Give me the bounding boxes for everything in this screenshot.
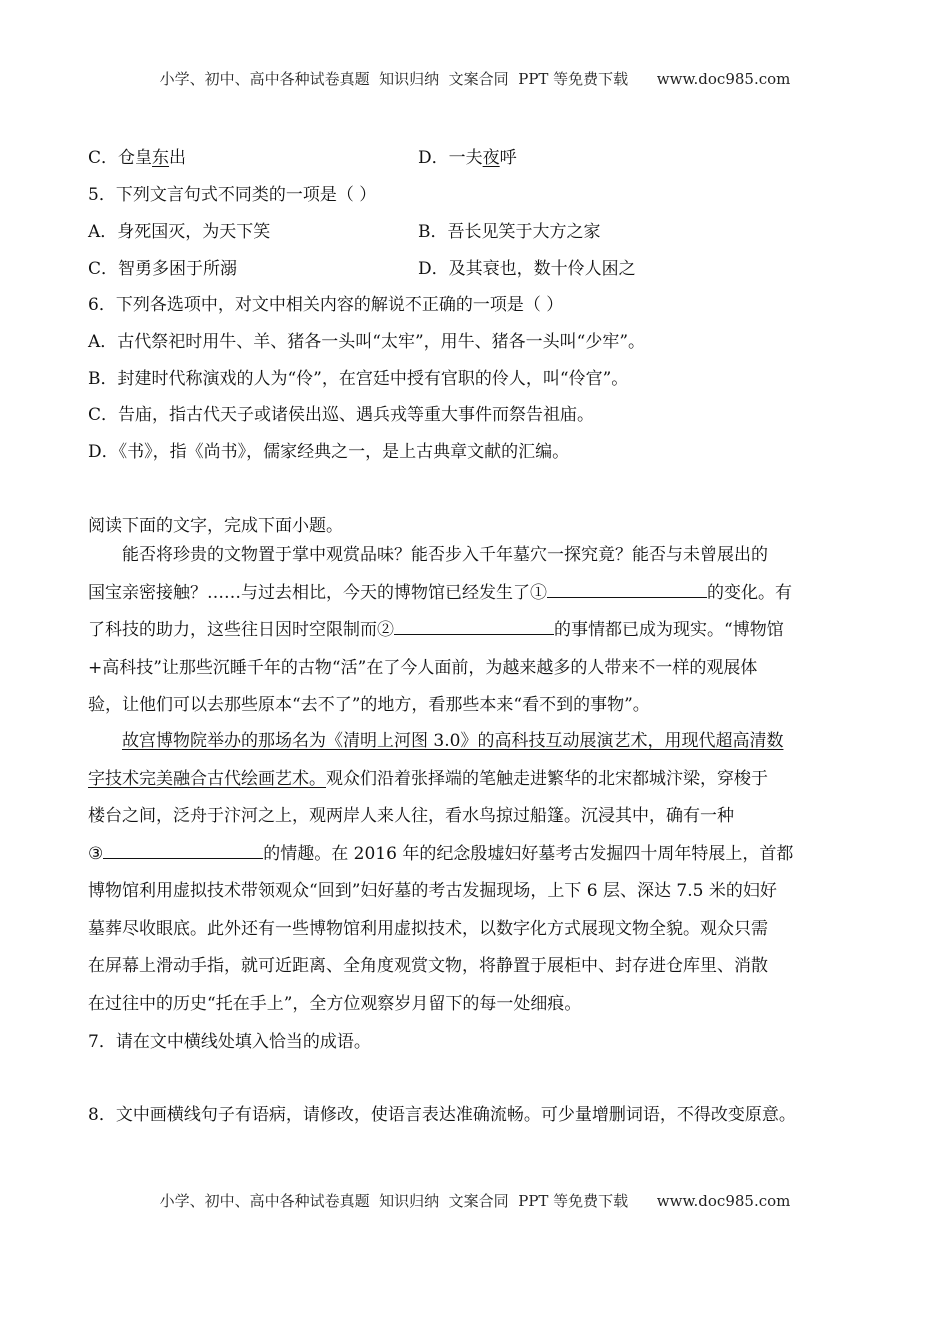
p2-line-2 — [88, 761, 864, 799]
p1-line-3-b: 的事情都已成为现实。“博物馆 — [554, 620, 784, 640]
p1-line-2-a: 国宝亲密接触？……与过去相比，今天的博物馆已经发生了① — [88, 582, 547, 603]
p1-line-3 — [88, 612, 864, 650]
q6-stem: 6．下列各选项中，对文中相关内容的解说不正确的一项是（ ） — [88, 295, 564, 315]
p2-line-4-b: 的情趣。在 2016 年的纪念殷墟妇好墓考古发掘四十周年特展上，首都 — [263, 843, 794, 864]
q4-option-c-suffix: 出 — [169, 148, 187, 168]
q5-option-b: B．吾长见笑于大方之家 — [418, 222, 601, 242]
q5-option-d: D．及其衰也，数十伶人困之 — [418, 259, 636, 279]
p1-line-1: 能否将珍贵的文物置于掌中观赏品味？能否步入千年墓穴一探究竟？能否与未曾展出的 — [122, 545, 768, 565]
q6-option-b: B．封建时代称演戏的人为“伶”，在宫廷中授有官职的伶人，叫“伶官”。 — [88, 369, 629, 389]
blank-1[interactable] — [547, 579, 707, 598]
q4-option-d — [418, 143, 517, 168]
page-header: 小学、初中、高中各种试卷真题 知识归纳 文案合同 PPT 等免费下载 www.doc985.com — [159, 70, 791, 88]
q4-option-c — [88, 143, 186, 168]
q4-option-d-prefix: D．一夫 — [418, 148, 483, 168]
q5-stem: 5．下列文言句式不同类的一项是（ ） — [88, 185, 377, 205]
q6-option-c: C．告庙，指古代天子或诸侯出巡、遇兵戎等重大事件而祭告祖庙。 — [88, 405, 595, 425]
q4-option-d-suffix: 呼 — [499, 148, 517, 168]
page-footer: 小学、初中、高中各种试卷真题 知识归纳 文案合同 PPT 等免费下载 www.doc985.com — [159, 1192, 791, 1210]
p2-line-4-a: ③ — [88, 843, 104, 864]
p1-line-2-b: 的变化。有 — [707, 582, 792, 603]
p2-line-3: 楼台之间，泛舟于汴河之上，观两岸人来人往，看水鸟掠过船篷。沉浸其中，确有一种 — [88, 806, 734, 826]
reading-paragraph-1 — [88, 537, 864, 725]
p1-line-4: +高科技”让那些沉睡千年的古物“活”在了今人面前，为越来越多的人带来不一样的观展体 — [88, 657, 758, 678]
p1-line-3-a: 了科技的助力，这些往日因时空限制而② — [88, 620, 394, 640]
p1-line-2 — [88, 575, 864, 613]
p2-line-4 — [88, 836, 864, 874]
p2-line-7: 在屏幕上滑动手指，就可近距离、全角度观赏文物，将静置于展柜中、封存进仓库里、消散 — [88, 956, 768, 976]
q6-option-a: A．古代祭祀时用牛、羊、猪各一头叫“太牢”，用牛、猪各一头叫“少牢”。 — [88, 332, 646, 352]
q4-option-c-underlined: 东 — [152, 148, 170, 168]
p1-line-5: 验，让他们可以去那些原本“去不了”的地方，看那些本来“看不到的事物”。 — [88, 695, 650, 715]
q5-option-a: A．身死国灭，为天下笑 — [88, 222, 271, 242]
q5-option-c: C．智勇多困于所溺 — [88, 259, 238, 279]
q4-option-d-underlined: 夜 — [482, 148, 500, 168]
q7-stem: 7．请在文中横线处填入恰当的成语。 — [88, 1032, 371, 1052]
p2-line-8: 在过往中的历史“托在手上”，全方位观察岁月留下的每一处细痕。 — [88, 993, 582, 1014]
p2-line-2-b: 观众们沿着张择端的笔触走进繁华的北宋都城汴梁，穿梭于 — [326, 768, 768, 789]
blank-3[interactable] — [103, 840, 263, 859]
reading-intro: 阅读下面的文字，完成下面小题。 — [88, 516, 343, 536]
reading-paragraph-2 — [88, 723, 864, 1023]
q8-stem: 8．文中画横线句子有语病，请修改，使语言表达准确流畅。可少量增删词语，不得改变原意。 — [88, 1105, 796, 1125]
p2-line-6: 墓葬尽收眼底。此外还有一些博物馆利用虚拟技术，以数字化方式展现文物全貌。观众只需 — [88, 918, 768, 939]
blank-2[interactable] — [394, 616, 554, 635]
p2-line-5: 博物馆利用虚拟技术带领观众“回到”妇好墓的考古发掘现场，上下 6 层、深达 7.5 米的妇好 — [88, 881, 777, 901]
q4-option-c-prefix: C．仓皇 — [88, 148, 153, 168]
p2-line-1: 故宫博物院举办的那场名为《清明上河图 3.0》的高科技互动展演艺术，用现代超高清数 — [122, 731, 784, 751]
q6-option-d: D．《书》，指《尚书》，儒家经典之一，是上古典章文献的汇编。 — [88, 442, 570, 462]
p2-line-2-underlined: 字技术完美融合古代绘画艺术。 — [88, 768, 326, 789]
